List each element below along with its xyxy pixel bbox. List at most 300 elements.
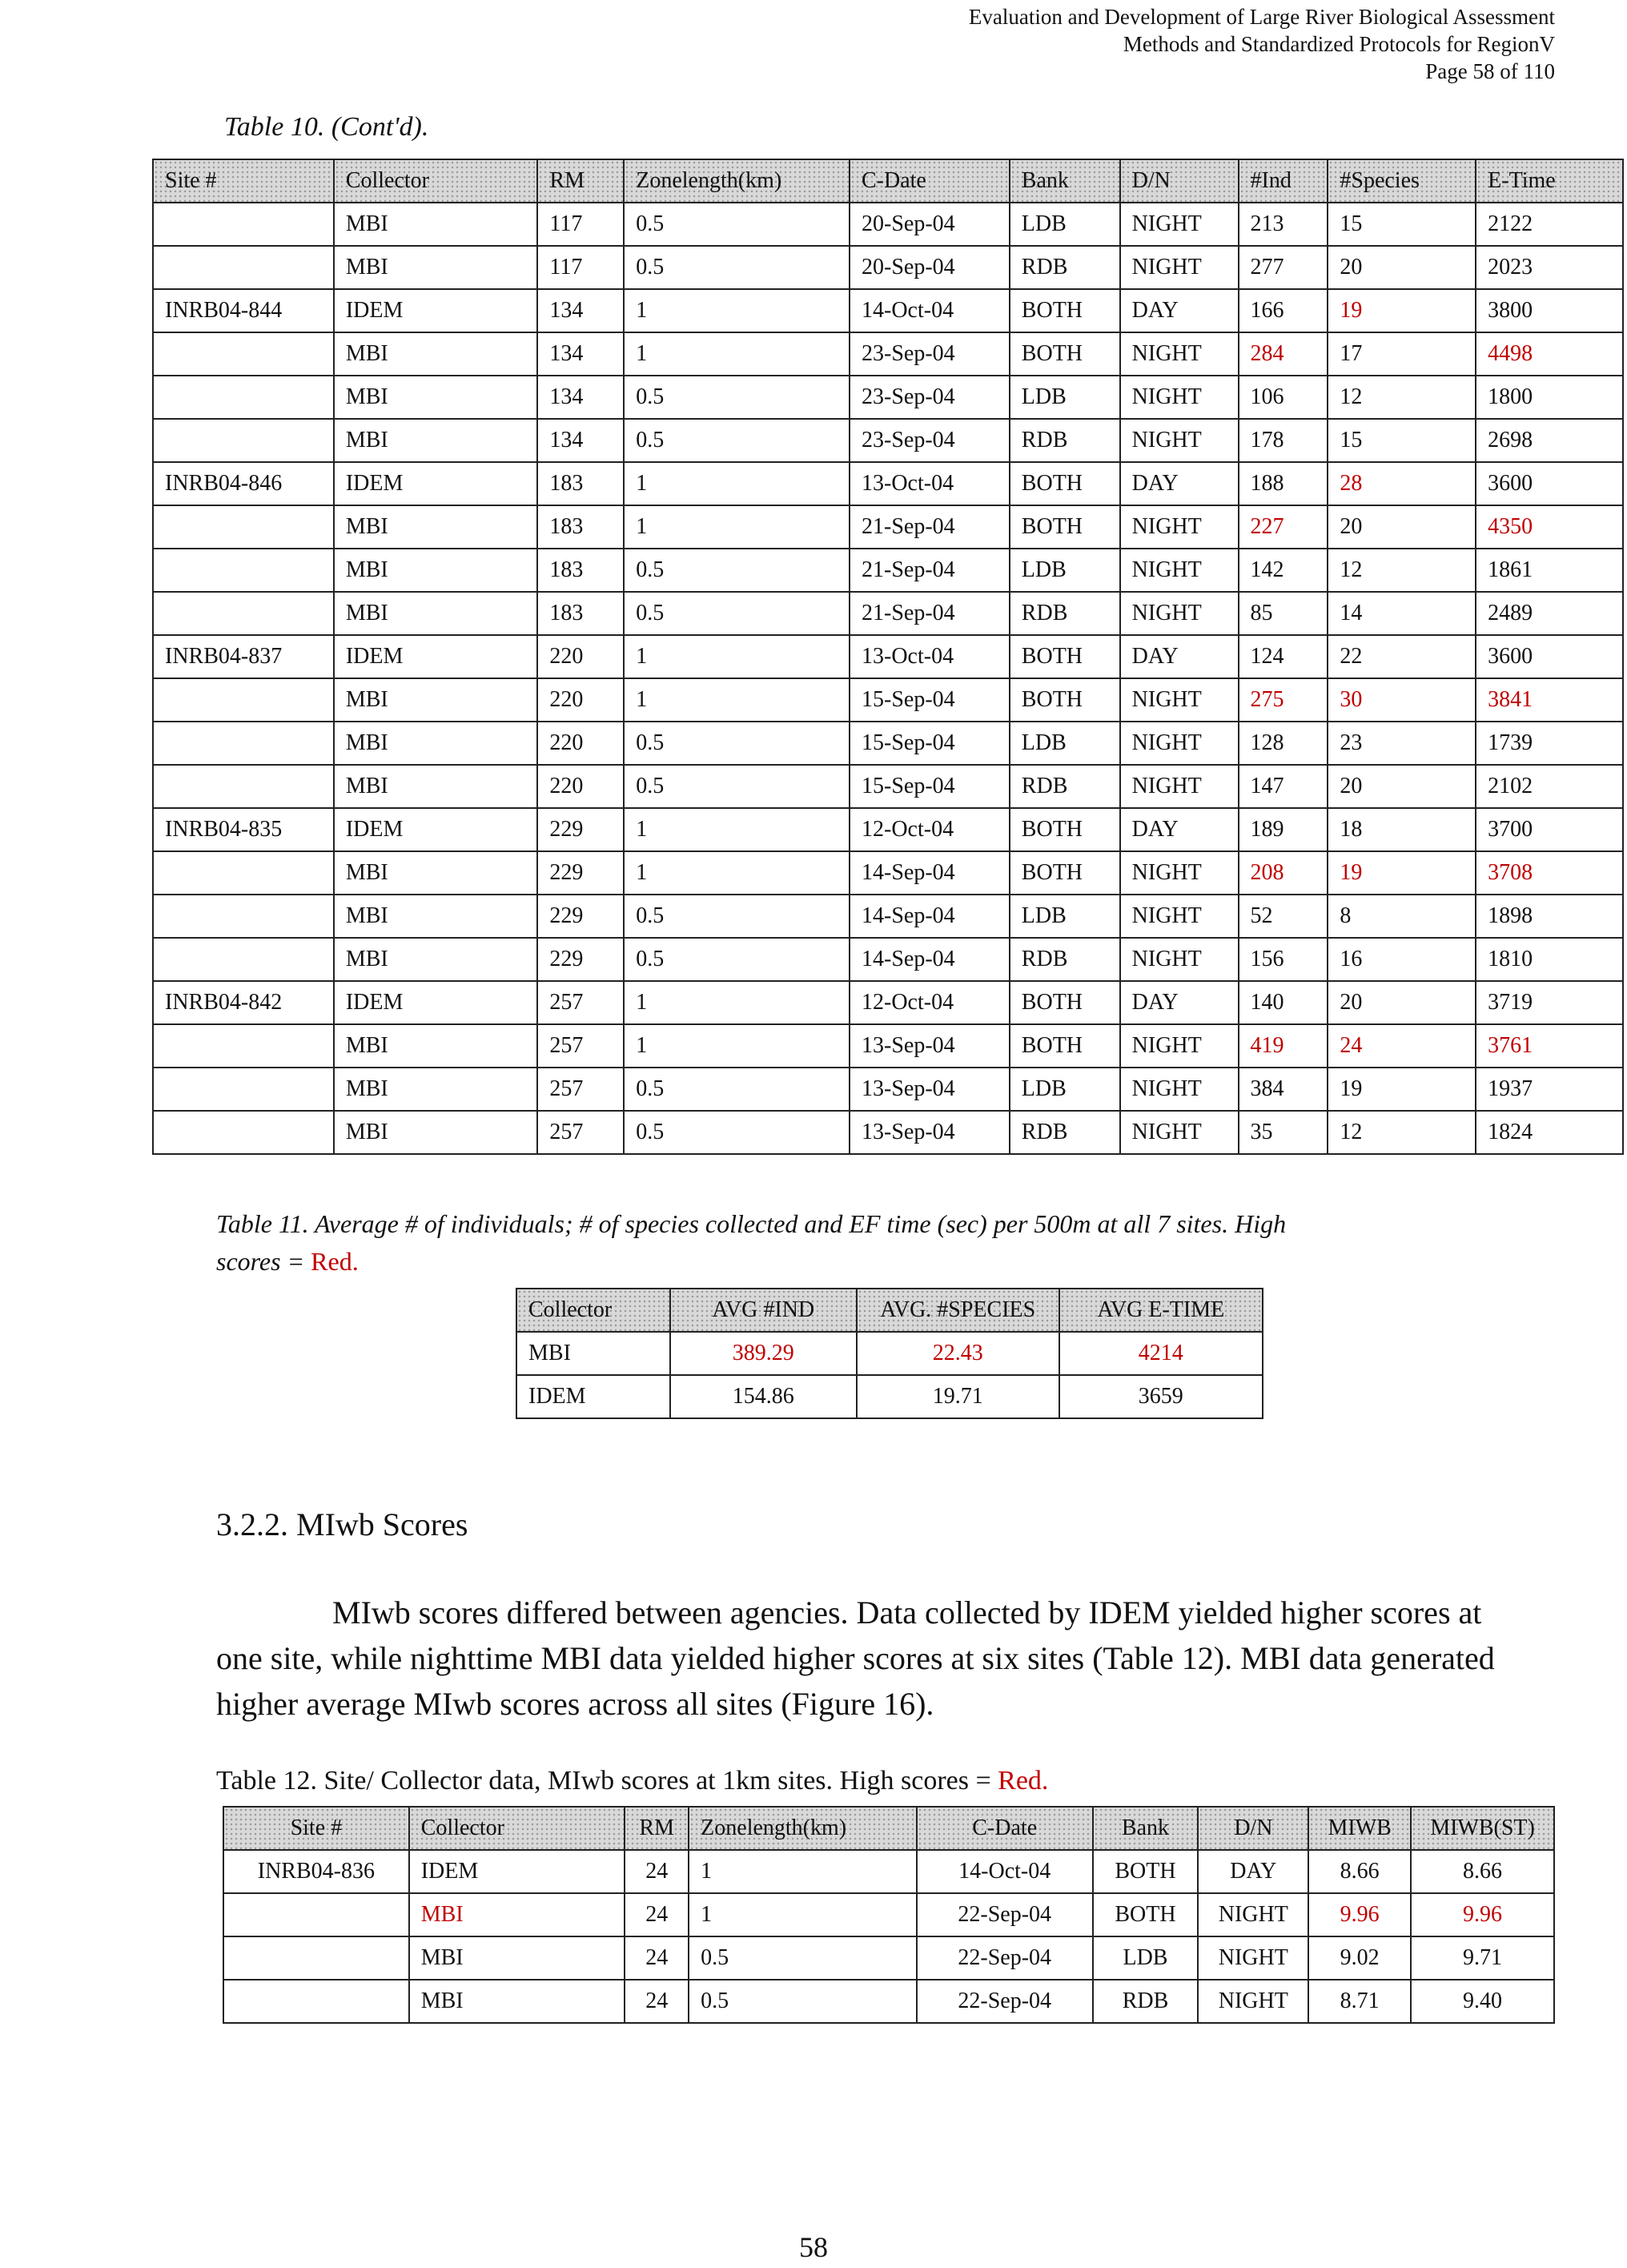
table12-row	[223, 1936, 1554, 1980]
table10-cell: NIGHT	[1120, 678, 1239, 722]
table10-cell: 24	[1328, 1024, 1476, 1068]
table10-cell: 14-Oct-04	[850, 289, 1010, 332]
table10-cell: 183	[537, 592, 624, 635]
table12-cell: INRB04-836	[223, 1850, 409, 1893]
table12-cell: 9.40	[1411, 1980, 1554, 2023]
table10-cell: 21-Sep-04	[850, 592, 1010, 635]
table10-cell: NIGHT	[1120, 1111, 1239, 1154]
table10-cell	[153, 722, 334, 765]
table10-cell	[153, 851, 334, 895]
table12-cell: 9.02	[1308, 1936, 1411, 1980]
table10-cell: 1	[624, 1024, 850, 1068]
table10-cell	[153, 505, 334, 549]
table12-header-cell: MIWB(ST)	[1411, 1807, 1554, 1850]
table10-cell: MBI	[334, 1111, 538, 1154]
table10-cell: INRB04-835	[153, 808, 334, 851]
table10-cell: BOTH	[1010, 462, 1120, 505]
table12-caption-red-word: Red.	[998, 1766, 1049, 1796]
table10-cell: 166	[1239, 289, 1328, 332]
table10-cell: 134	[537, 376, 624, 419]
table12-header-cell: Site #	[223, 1807, 409, 1850]
table10-cell: 1898	[1476, 895, 1623, 938]
table10-row	[153, 1024, 1623, 1068]
table10-cell: 1	[624, 808, 850, 851]
table10-cell: MBI	[334, 203, 538, 246]
table10-cell: NIGHT	[1120, 549, 1239, 592]
table10-cell: MBI	[334, 722, 538, 765]
table10-row	[153, 938, 1623, 981]
table12-cell: 14-Oct-04	[917, 1850, 1093, 1893]
table12-cell: LDB	[1093, 1936, 1199, 1980]
table11-cell: 3659	[1059, 1375, 1263, 1418]
table10-cell: 3600	[1476, 462, 1623, 505]
table10-row	[153, 419, 1623, 462]
table10-cell: 28	[1328, 462, 1476, 505]
table11-header-cell: AVG E-TIME	[1059, 1289, 1263, 1332]
table10-cell: LDB	[1010, 376, 1120, 419]
table10-row	[153, 765, 1623, 808]
table10-cell: 1	[624, 635, 850, 678]
header-page-label: Page 58 of 110	[1425, 59, 1555, 83]
table10-cell: 128	[1239, 722, 1328, 765]
table10-cell: MBI	[334, 376, 538, 419]
table10-cell: IDEM	[334, 462, 538, 505]
table10-cell: 14-Sep-04	[850, 895, 1010, 938]
table10-cell: 1	[624, 462, 850, 505]
table10-cell: MBI	[334, 505, 538, 549]
table10-cell: 1	[624, 332, 850, 376]
table12-header-cell: MIWB	[1308, 1807, 1411, 1850]
table10-cell	[153, 1068, 334, 1111]
table10-cell: 0.5	[624, 549, 850, 592]
table11-caption-prefix: scores =	[216, 1247, 311, 1276]
table10-cell: RDB	[1010, 592, 1120, 635]
table12-cell: 24	[625, 1893, 689, 1936]
table10-cell: 1	[624, 851, 850, 895]
table10-cell: 183	[537, 462, 624, 505]
table10-row	[153, 808, 1623, 851]
table10-cell: 23-Sep-04	[850, 332, 1010, 376]
table10-cell: 18	[1328, 808, 1476, 851]
table10-cell: 35	[1239, 1111, 1328, 1154]
table10-cell: RDB	[1010, 419, 1120, 462]
table10-cell: 183	[537, 549, 624, 592]
table10-cell: 1	[624, 678, 850, 722]
table10-cell: 188	[1239, 462, 1328, 505]
table10-cell: 15	[1328, 203, 1476, 246]
table10-cell: INRB04-844	[153, 289, 334, 332]
table10-header-cell: Bank	[1010, 159, 1120, 203]
table10-cell: RDB	[1010, 938, 1120, 981]
table10-cell: MBI	[334, 592, 538, 635]
table10-cell: 19	[1328, 289, 1476, 332]
table10-row	[153, 1068, 1623, 1111]
table-12	[223, 1806, 1555, 2024]
table10-cell: 140	[1239, 981, 1328, 1024]
table10-cell: 20	[1328, 246, 1476, 289]
header-line-2: Methods and Standardized Protocols for RegionV	[1123, 32, 1555, 56]
table10-cell: 178	[1239, 419, 1328, 462]
table10-cell: 0.5	[624, 246, 850, 289]
table10-cell: 1937	[1476, 1068, 1623, 1111]
table10-cell: 134	[537, 419, 624, 462]
table10-cell	[153, 1024, 334, 1068]
table12-cell: 22-Sep-04	[917, 1893, 1093, 1936]
table10-cell: 13-Oct-04	[850, 635, 1010, 678]
table10-cell: DAY	[1120, 462, 1239, 505]
table10-cell: DAY	[1120, 808, 1239, 851]
table10-cell: BOTH	[1010, 635, 1120, 678]
table10-cell: MBI	[334, 419, 538, 462]
table10-cell: NIGHT	[1120, 938, 1239, 981]
table11-header-cell: AVG. #SPECIES	[857, 1289, 1059, 1332]
table10-cell: NIGHT	[1120, 203, 1239, 246]
table10-cell: 419	[1239, 1024, 1328, 1068]
table10-cell: 2122	[1476, 203, 1623, 246]
table10-cell: 257	[537, 1111, 624, 1154]
table12-cell: MBI	[409, 1936, 625, 1980]
table10-cell	[153, 1111, 334, 1154]
table10-cell: 15	[1328, 419, 1476, 462]
header-line-1: Evaluation and Development of Large River Biological Assessment	[968, 5, 1555, 29]
table10-cell	[153, 332, 334, 376]
table12-cell: NIGHT	[1198, 1980, 1308, 2023]
table10-cell: 15-Sep-04	[850, 722, 1010, 765]
table10-cell: 16	[1328, 938, 1476, 981]
table10-cell: MBI	[334, 1024, 538, 1068]
table12-cell: BOTH	[1093, 1850, 1199, 1893]
table10-cell: 13-Sep-04	[850, 1024, 1010, 1068]
table10-cell: NIGHT	[1120, 376, 1239, 419]
table10-cell	[153, 246, 334, 289]
table10-header-cell: C-Date	[850, 159, 1010, 203]
table10-cell: 52	[1239, 895, 1328, 938]
table10-cell: 23-Sep-04	[850, 419, 1010, 462]
table10-row	[153, 851, 1623, 895]
table10-cell: 4498	[1476, 332, 1623, 376]
table10-cell: 229	[537, 851, 624, 895]
table10-cell: 12-Oct-04	[850, 981, 1010, 1024]
table10-cell: BOTH	[1010, 1024, 1120, 1068]
table10-cell: BOTH	[1010, 332, 1120, 376]
table10-row	[153, 203, 1623, 246]
table10-row	[153, 722, 1623, 765]
page-number: 58	[799, 2231, 828, 2263]
table11-cell: MBI	[516, 1332, 670, 1375]
table10-cell: 23-Sep-04	[850, 376, 1010, 419]
table11-cell: 154.86	[670, 1375, 857, 1418]
table10-cell: 3700	[1476, 808, 1623, 851]
table10-row	[153, 592, 1623, 635]
table10-cell: 275	[1239, 678, 1328, 722]
table10-cell	[153, 203, 334, 246]
table10-cell: 183	[537, 505, 624, 549]
table10-cell: 2489	[1476, 592, 1623, 635]
table10-header-cell: E-Time	[1476, 159, 1623, 203]
table10-row	[153, 549, 1623, 592]
table10-cell: MBI	[334, 678, 538, 722]
table10-cell	[153, 592, 334, 635]
table11-caption-line1: Table 11. Average # of individuals; # of species collected and EF time (sec) per 500m at all 7 sites. High	[216, 1209, 1287, 1238]
table10-cell: BOTH	[1010, 289, 1120, 332]
table10-cell: 384	[1239, 1068, 1328, 1111]
table12-cell: 9.71	[1411, 1936, 1554, 1980]
table10-cell: 208	[1239, 851, 1328, 895]
table10-cell: 0.5	[624, 722, 850, 765]
table10-cell: 257	[537, 1068, 624, 1111]
table10-cell: RDB	[1010, 246, 1120, 289]
table10-cell: NIGHT	[1120, 765, 1239, 808]
table10-row	[153, 895, 1623, 938]
table12-cell: RDB	[1093, 1980, 1199, 2023]
table12-header-cell: RM	[625, 1807, 689, 1850]
table10-header-cell: RM	[537, 159, 624, 203]
table10-cell: 1861	[1476, 549, 1623, 592]
table10-cell: 277	[1239, 246, 1328, 289]
table10-cell: 20	[1328, 765, 1476, 808]
table10-cell: 220	[537, 635, 624, 678]
table11-cell: 19.71	[857, 1375, 1059, 1418]
table10-cell: 213	[1239, 203, 1328, 246]
table10-cell: BOTH	[1010, 505, 1120, 549]
table10-row	[153, 246, 1623, 289]
table10-cell: 0.5	[624, 938, 850, 981]
table10-header-cell: #Species	[1328, 159, 1476, 203]
table10-cell: INRB04-846	[153, 462, 334, 505]
table10-cell: 0.5	[624, 203, 850, 246]
table12-cell: BOTH	[1093, 1893, 1199, 1936]
table10-cell: 0.5	[624, 376, 850, 419]
table10-cell: 1824	[1476, 1111, 1623, 1154]
table10-cell: 220	[537, 678, 624, 722]
table10-cell: 14	[1328, 592, 1476, 635]
table10-cell: BOTH	[1010, 981, 1120, 1024]
table10-cell: 147	[1239, 765, 1328, 808]
table10-cell: LDB	[1010, 549, 1120, 592]
table10-cell: 30	[1328, 678, 1476, 722]
table12-row	[223, 1980, 1554, 2023]
table10-header-row	[153, 159, 1623, 203]
table10-cell: RDB	[1010, 1111, 1120, 1154]
table12-cell: 9.96	[1411, 1893, 1554, 1936]
table12-header-cell: Zonelength(km)	[689, 1807, 917, 1850]
table10-cell: 3841	[1476, 678, 1623, 722]
table10-cell: NIGHT	[1120, 722, 1239, 765]
table10-row	[153, 678, 1623, 722]
running-header	[969, 3, 1555, 85]
table10-cell	[153, 765, 334, 808]
table10-cell: MBI	[334, 765, 538, 808]
table10-cell: 1	[624, 505, 850, 549]
table10-cell: MBI	[334, 549, 538, 592]
table10-cell: 19	[1328, 1068, 1476, 1111]
table10-cell: 0.5	[624, 592, 850, 635]
table10-cell: 2102	[1476, 765, 1623, 808]
table10-cell: 1	[624, 981, 850, 1024]
table10-cell: IDEM	[334, 289, 538, 332]
table10-header-cell: Collector	[334, 159, 538, 203]
table10-cell: LDB	[1010, 203, 1120, 246]
table10-cell: 17	[1328, 332, 1476, 376]
table10-cell: 21-Sep-04	[850, 549, 1010, 592]
table10-cell: 134	[537, 289, 624, 332]
table12-header-cell: Collector	[409, 1807, 625, 1850]
table10-cell: 12	[1328, 549, 1476, 592]
table10-cell: 229	[537, 895, 624, 938]
table10-row	[153, 462, 1623, 505]
table10-cell: 22	[1328, 635, 1476, 678]
table12-cell: MBI	[409, 1980, 625, 2023]
table10-cell: LDB	[1010, 1068, 1120, 1111]
table10-cell: LDB	[1010, 722, 1120, 765]
table11-header-cell: AVG #IND	[670, 1289, 857, 1332]
table10-cell: 23	[1328, 722, 1476, 765]
table10-cell: 85	[1239, 592, 1328, 635]
table10-cell: 13-Sep-04	[850, 1068, 1010, 1111]
table10-cell: BOTH	[1010, 808, 1120, 851]
table10-header-cell: #Ind	[1239, 159, 1328, 203]
table10-cell: 142	[1239, 549, 1328, 592]
table10-cell: MBI	[334, 332, 538, 376]
section-paragraph: MIwb scores differed between agencies. Data collected by IDEM yielded higher scores at one site, while nighttime MBI data yielded higher scores at six sites (Table 12). MBI data generated higher average MIwb scores across all sites (Figure 16).	[216, 1594, 1495, 1722]
table10-cell: 106	[1239, 376, 1328, 419]
table10-cell	[153, 678, 334, 722]
table10-cell: 0.5	[624, 419, 850, 462]
table10-cell: 0.5	[624, 895, 850, 938]
table12-cell: 8.66	[1308, 1850, 1411, 1893]
table10-cell: 257	[537, 981, 624, 1024]
table10-cell: DAY	[1120, 289, 1239, 332]
table11-cell: 389.29	[670, 1332, 857, 1375]
table12-cell: IDEM	[409, 1850, 625, 1893]
table12-cell: 24	[625, 1980, 689, 2023]
table-10	[152, 159, 1624, 1155]
table10-cell: 0.5	[624, 765, 850, 808]
table10-cell: 13-Sep-04	[850, 1111, 1010, 1154]
table10-cell: INRB04-842	[153, 981, 334, 1024]
table12-cell: 0.5	[689, 1936, 917, 1980]
table10-cell: 15-Sep-04	[850, 765, 1010, 808]
table10-cell: 14-Sep-04	[850, 938, 1010, 981]
table10-cell: 12-Oct-04	[850, 808, 1010, 851]
table10-cell: 14-Sep-04	[850, 851, 1010, 895]
table10-cell: NIGHT	[1120, 419, 1239, 462]
table12-header-row	[223, 1807, 1554, 1850]
table10-row	[153, 635, 1623, 678]
table10-cell: 8	[1328, 895, 1476, 938]
table10-cell: 2698	[1476, 419, 1623, 462]
table10-cell: IDEM	[334, 808, 538, 851]
table10-cell: MBI	[334, 1068, 538, 1111]
table12-header-cell: C-Date	[917, 1807, 1093, 1850]
table11-header-cell: Collector	[516, 1289, 670, 1332]
table10-cell: 229	[537, 938, 624, 981]
table10-cell: 257	[537, 1024, 624, 1068]
table10-row	[153, 289, 1623, 332]
table10-row	[153, 332, 1623, 376]
table12-cell: NIGHT	[1198, 1936, 1308, 1980]
table10-header-cell: Zonelength(km)	[624, 159, 850, 203]
table10-cell: 15-Sep-04	[850, 678, 1010, 722]
table11-header-row	[516, 1289, 1263, 1332]
table10-cell: MBI	[334, 895, 538, 938]
table12-header-cell: D/N	[1198, 1807, 1308, 1850]
table12-cell: NIGHT	[1198, 1893, 1308, 1936]
table11-row	[516, 1375, 1263, 1418]
table12-cell	[223, 1893, 409, 1936]
table10-cell: 1739	[1476, 722, 1623, 765]
table10-cell: 227	[1239, 505, 1328, 549]
table10-header-cell: D/N	[1120, 159, 1239, 203]
table12-cell: DAY	[1198, 1850, 1308, 1893]
table12-cell: 0.5	[689, 1980, 917, 2023]
table10-header-cell: Site #	[153, 159, 334, 203]
table10-cell: 20-Sep-04	[850, 203, 1010, 246]
table10-cell: NIGHT	[1120, 851, 1239, 895]
table10-cell: NIGHT	[1120, 895, 1239, 938]
table10-cell: 21-Sep-04	[850, 505, 1010, 549]
table10-cell: BOTH	[1010, 678, 1120, 722]
table12-cell: 1	[689, 1893, 917, 1936]
table10-cell: 12	[1328, 376, 1476, 419]
table10-cell: NIGHT	[1120, 1024, 1239, 1068]
table10-cell: MBI	[334, 246, 538, 289]
table10-cell: 20-Sep-04	[850, 246, 1010, 289]
table10-cell: 0.5	[624, 1068, 850, 1111]
table10-cell: NIGHT	[1120, 332, 1239, 376]
table10-cell	[153, 376, 334, 419]
table10-cell: 1	[624, 289, 850, 332]
table10-cell: 229	[537, 808, 624, 851]
table10-cell: 189	[1239, 808, 1328, 851]
table10-cell: LDB	[1010, 895, 1120, 938]
table10-cell: 1810	[1476, 938, 1623, 981]
table-11	[516, 1288, 1263, 1419]
table10-cell: 3600	[1476, 635, 1623, 678]
table10-cell: 3800	[1476, 289, 1623, 332]
table10-cell: NIGHT	[1120, 505, 1239, 549]
table10-cell: DAY	[1120, 981, 1239, 1024]
table10-row	[153, 981, 1623, 1024]
table10-cell	[153, 938, 334, 981]
table11-cell: 4214	[1059, 1332, 1263, 1375]
table10-cell: 220	[537, 722, 624, 765]
table10-row	[153, 1111, 1623, 1154]
table10-row	[153, 376, 1623, 419]
table10-cell: MBI	[334, 851, 538, 895]
table10-cell: NIGHT	[1120, 1068, 1239, 1111]
table10-cell: 117	[537, 203, 624, 246]
table12-cell: 24	[625, 1850, 689, 1893]
table10-cell: 0.5	[624, 1111, 850, 1154]
table10-cell: 124	[1239, 635, 1328, 678]
table12-cell: 9.96	[1308, 1893, 1411, 1936]
table10-cell: 20	[1328, 505, 1476, 549]
table10-cell	[153, 549, 334, 592]
table12-row	[223, 1850, 1554, 1893]
table12-caption	[216, 1766, 1048, 1796]
table10-cell: 19	[1328, 851, 1476, 895]
table10-cell	[153, 895, 334, 938]
table10-cell: RDB	[1010, 765, 1120, 808]
table12-caption-prefix: Table 12. Site/ Collector data, MIwb scores at 1km sites. High scores =	[216, 1766, 998, 1796]
table10-cell: BOTH	[1010, 851, 1120, 895]
table12-cell: 24	[625, 1936, 689, 1980]
table10-cell	[153, 419, 334, 462]
table10-cell: 3719	[1476, 981, 1623, 1024]
table12-cell: 22-Sep-04	[917, 1936, 1093, 1980]
table10-cell: INRB04-837	[153, 635, 334, 678]
